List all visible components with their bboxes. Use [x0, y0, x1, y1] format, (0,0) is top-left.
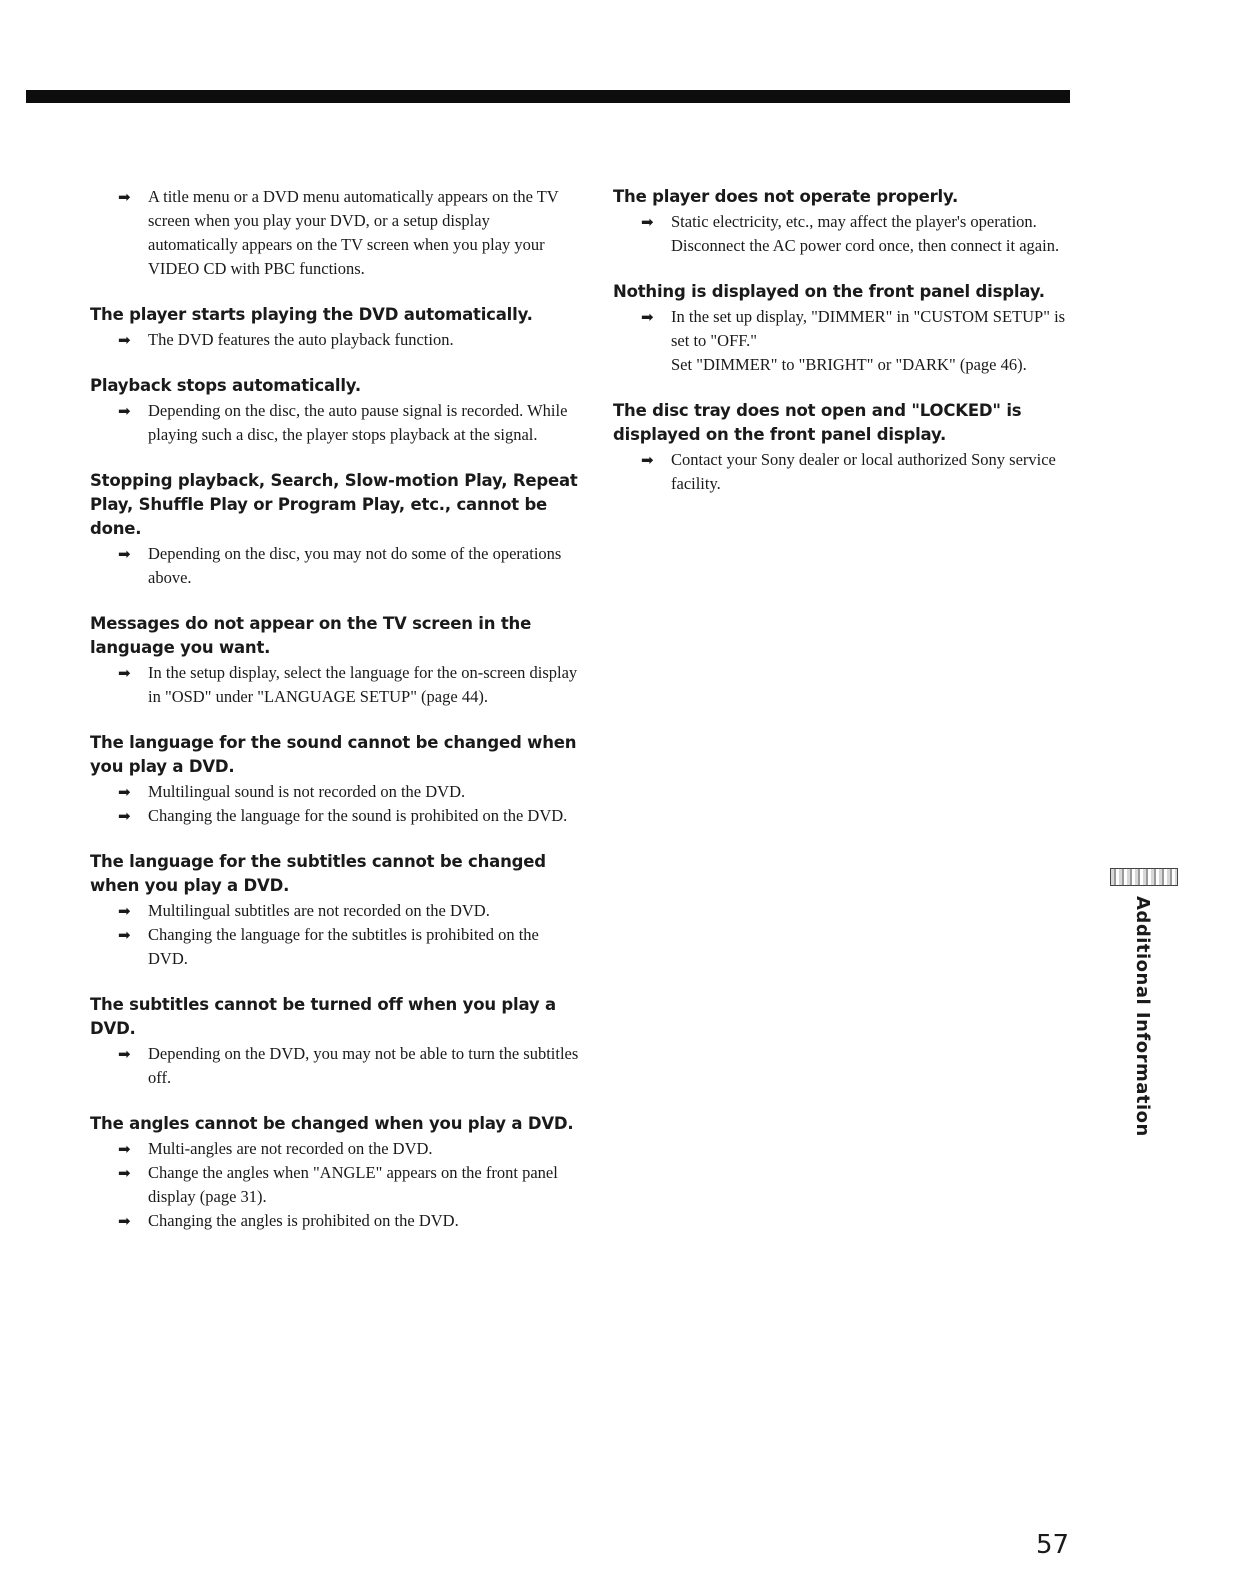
- arrow-right-icon: ➡: [641, 213, 654, 231]
- solution-item: [90, 328, 580, 352]
- solution-text: Depending on the disc, the auto pause signal is recorded. While playing such a disc, the player stops playback at the signal.: [148, 401, 568, 444]
- arrow-right-icon: ➡: [118, 188, 131, 206]
- solution-item: [90, 804, 580, 828]
- section-heading: The language for the subtitles cannot be changed when you play a DVD.: [90, 852, 546, 895]
- troubleshooting-section: [90, 374, 580, 447]
- solution-item: [613, 448, 1083, 496]
- solution-item: [90, 661, 580, 709]
- solution-item: [90, 1137, 580, 1161]
- section-heading: Stopping playback, Search, Slow-motion Play, Repeat Play, Shuffle Play or Program Play, etc., cannot be done.: [90, 471, 578, 538]
- left-column: [90, 185, 580, 1255]
- arrow-right-icon: ➡: [118, 1045, 131, 1063]
- section-tab-marker: [1110, 868, 1178, 886]
- section-heading: Messages do not appear on the TV screen in the language you want.: [90, 614, 532, 657]
- arrow-right-icon: ➡: [118, 331, 131, 349]
- solution-item: [90, 542, 580, 590]
- solution-item: [90, 923, 580, 971]
- section-heading: The player starts playing the DVD automatically.: [90, 305, 533, 324]
- solution-item: [613, 305, 1083, 353]
- solution-item: [90, 1042, 580, 1090]
- solution-text: Changing the language for the sound is prohibited on the DVD.: [148, 806, 568, 825]
- right-column: [613, 185, 1083, 518]
- solution-text: Changing the angles is prohibited on the DVD.: [148, 1211, 459, 1230]
- arrow-right-icon: ➡: [118, 545, 131, 563]
- solution-text: The DVD features the auto playback function.: [148, 330, 454, 349]
- top-rule: [26, 90, 1070, 103]
- solution-item: [90, 1209, 580, 1233]
- solution-text: A title menu or a DVD menu automatically appears on the TV screen when you play your DVD, or a setup display automatically appears on the TV screen when you play your VIDEO CD with PBC functions.: [148, 187, 559, 278]
- solution-text: Change the angles when "ANGLE" appears on the front panel display (page 31).: [148, 1163, 558, 1206]
- solution-text: In the setup display, select the language for the on-screen display in "OSD" under "LANGUAGE SETUP" (page 44).: [148, 663, 578, 706]
- solution-text: In the set up display, "DIMMER" in "CUSTOM SETUP" is set to "OFF.": [671, 307, 1066, 350]
- arrow-right-icon: ➡: [118, 1140, 131, 1158]
- arrow-right-icon: ➡: [641, 451, 654, 469]
- section-heading: The subtitles cannot be turned off when you play a DVD.: [90, 995, 556, 1038]
- arrow-right-icon: ➡: [118, 807, 131, 825]
- troubleshooting-section: [90, 612, 580, 709]
- solution-item: [90, 1161, 580, 1209]
- troubleshooting-section: [90, 1112, 580, 1233]
- solution-text: Static electricity, etc., may affect the player's operation.: [671, 212, 1037, 231]
- solution-continuation: [613, 234, 1083, 258]
- troubleshooting-section: [90, 185, 580, 281]
- troubleshooting-section: [90, 469, 580, 590]
- solution-text: Changing the language for the subtitles is prohibited on the DVD.: [148, 925, 539, 968]
- arrow-right-icon: ➡: [118, 783, 131, 801]
- troubleshooting-section: [90, 993, 580, 1090]
- section-side-label: Additional Information: [1132, 896, 1153, 1137]
- section-heading: The language for the sound cannot be changed when you play a DVD.: [90, 733, 577, 776]
- arrow-right-icon: ➡: [118, 402, 131, 420]
- arrow-right-icon: ➡: [118, 902, 131, 920]
- section-heading: The player does not operate properly.: [613, 187, 959, 206]
- solution-item: [90, 899, 580, 923]
- solution-item: [90, 185, 580, 281]
- arrow-right-icon: ➡: [118, 1212, 131, 1230]
- section-heading: The disc tray does not open and "LOCKED" is displayed on the front panel display.: [613, 401, 1022, 444]
- arrow-right-icon: ➡: [118, 926, 131, 944]
- arrow-right-icon: ➡: [641, 308, 654, 326]
- solution-text: Contact your Sony dealer or local authorized Sony service facility.: [671, 450, 1056, 493]
- section-heading: The angles cannot be changed when you play a DVD.: [90, 1114, 574, 1133]
- solution-text: Depending on the disc, you may not do some of the operations above.: [148, 544, 562, 587]
- page-number: 57: [1036, 1530, 1070, 1560]
- troubleshooting-section: [90, 731, 580, 828]
- troubleshooting-section: [613, 399, 1083, 496]
- solution-item: [613, 210, 1083, 234]
- solution-text: Multi-angles are not recorded on the DVD.: [148, 1139, 433, 1158]
- troubleshooting-section: [613, 280, 1083, 377]
- troubleshooting-section: [613, 185, 1083, 258]
- arrow-right-icon: ➡: [118, 664, 131, 682]
- solution-item: [90, 399, 580, 447]
- solution-text: Multilingual sound is not recorded on the DVD.: [148, 782, 466, 801]
- section-heading: Nothing is displayed on the front panel display.: [613, 282, 1045, 301]
- troubleshooting-section: [90, 303, 580, 352]
- solution-text: Multilingual subtitles are not recorded on the DVD.: [148, 901, 490, 920]
- solution-item: [90, 780, 580, 804]
- section-heading: Playback stops automatically.: [90, 376, 361, 395]
- solution-text: Depending on the DVD, you may not be able to turn the subtitles off.: [148, 1044, 579, 1087]
- arrow-right-icon: ➡: [118, 1164, 131, 1182]
- solution-text: Set "DIMMER" to "BRIGHT" or "DARK" (page 46).: [671, 355, 1027, 374]
- troubleshooting-section: [90, 850, 580, 971]
- solution-text: Disconnect the AC power cord once, then connect it again.: [671, 236, 1060, 255]
- solution-continuation: [613, 353, 1083, 377]
